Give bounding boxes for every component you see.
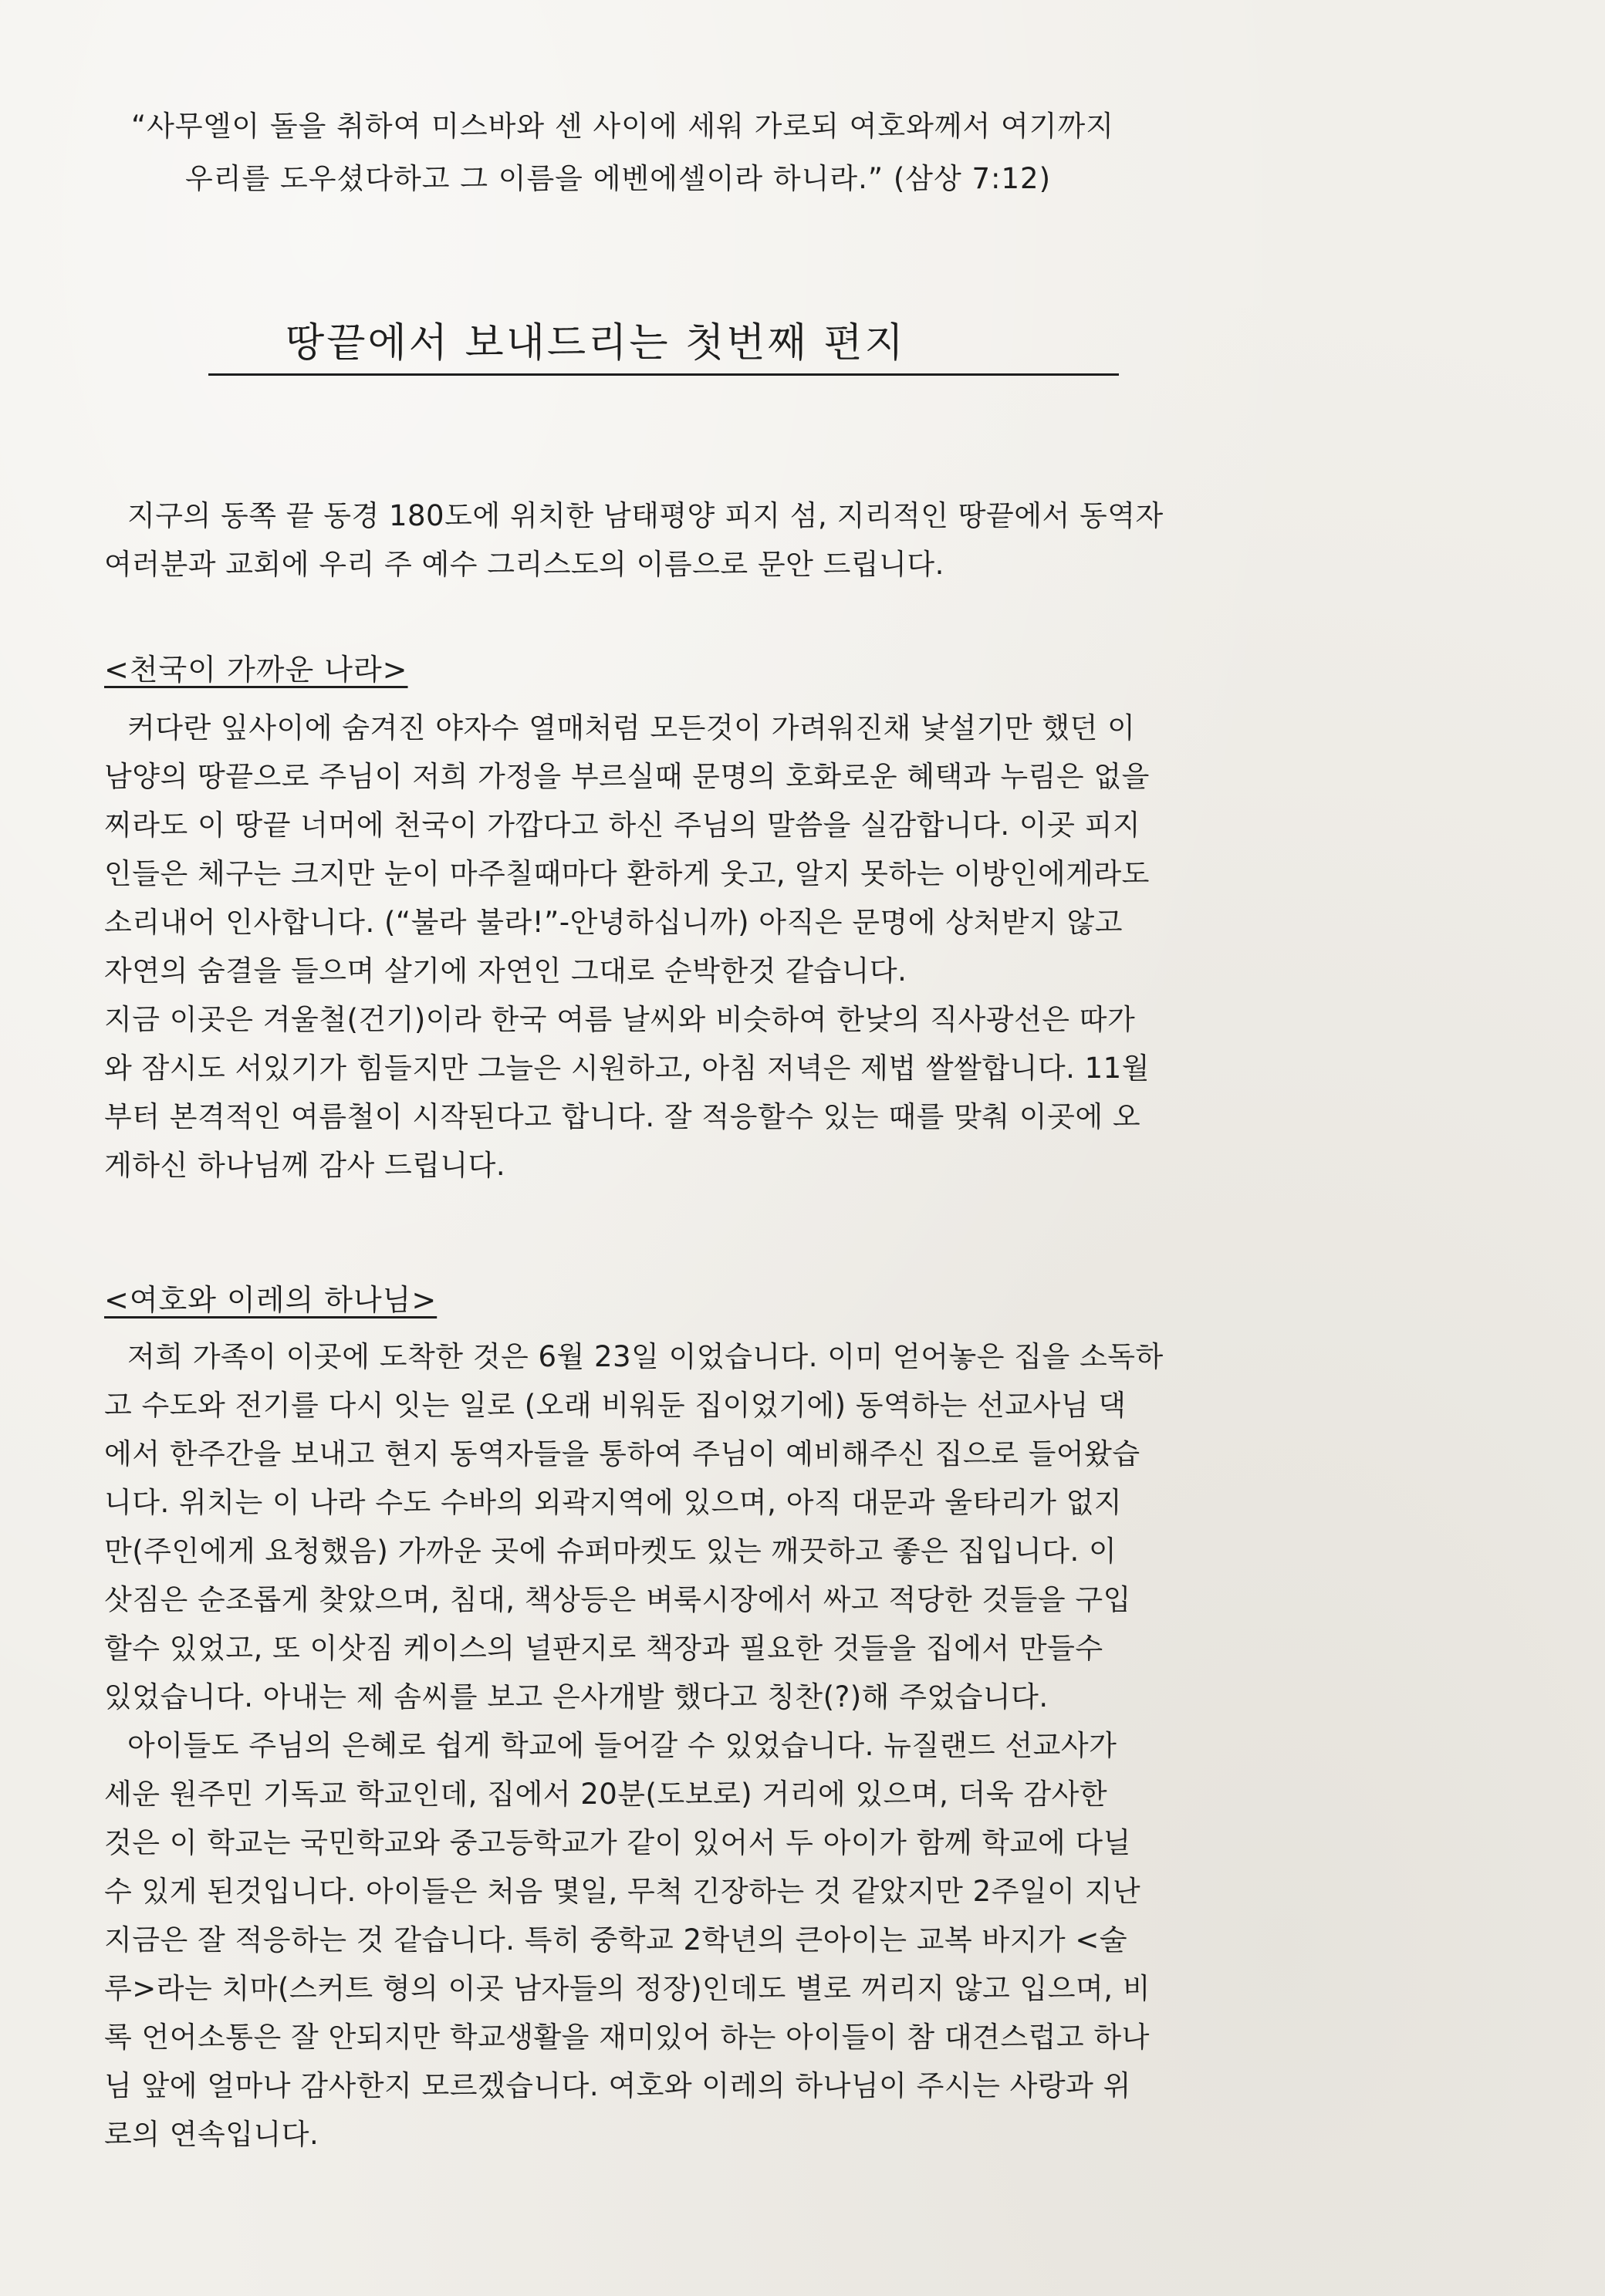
- text-line: 니다. 위치는 이 나라 수도 수바의 외곽지역에 있으며, 아직 대문과 울타리가 없지: [104, 1486, 1123, 1519]
- epigraph-quote: [131, 100, 1505, 205]
- text-line: 인들은 체구는 크지만 눈이 마주칠때마다 환하게 웃고, 알지 못하는 이방인에게라도: [104, 857, 1150, 890]
- text-line: 지구의 동쪽 끝 동경 180도에 위치한 남태평양 피지 섬, 지리적인 땅끝에서 동역자: [127, 499, 1164, 532]
- section-jehovah-jireh-body: [104, 1332, 1509, 2159]
- epigraph-line: “사무엘이 돌을 취하여 미스바와 센 사이에 세워 가로되 여호와께서 여기까지: [131, 110, 1115, 143]
- intro-paragraph: [104, 491, 1509, 589]
- epigraph-line: 우리를 도우셨다하고 그 이름을 에벤에셀이라 하니라.” (삼상 7:12): [185, 162, 1052, 195]
- text-line: 자연의 숨결을 들으며 살기에 자연인 그대로 순박한것 같습니다.: [104, 954, 907, 988]
- text-line: 지금은 잘 적응하는 것 같습니다. 특히 중학교 2학년의 큰아이는 교복 바지가 <술: [104, 1923, 1128, 1957]
- text-line: 소리내어 인사합니다. (“불라 불라!”-안녕하십니까) 아직은 문명에 상처받지 않고: [104, 906, 1123, 939]
- text-line: 찌라도 이 땅끝 너머에 천국이 가깝다고 하신 주님의 말씀을 실감합니다. 이곳 피지: [104, 809, 1141, 842]
- text-line: 삿짐은 순조롭게 찾았으며, 침대, 책상등은 벼룩시장에서 싸고 적당한 것들을 구입: [104, 1583, 1131, 1616]
- text-line: 록 언어소통은 잘 안되지만 학교생활을 재미있어 하는 아이들이 참 대견스럽고 하나: [104, 2021, 1150, 2054]
- text-line: 와 잠시도 서있기가 힘들지만 그늘은 시원하고, 아침 저녁은 제법 쌀쌀합니다. 11월: [104, 1052, 1150, 1085]
- text-line: 만(주인에게 요청했음) 가까운 곳에 슈퍼마켓도 있는 깨끗하고 좋은 집입니다. 이: [104, 1535, 1117, 1568]
- text-line: 에서 한주간을 보내고 현지 동역자들을 통하여 주님이 예비해주신 집으로 들어왔습: [104, 1437, 1140, 1470]
- text-line: 아이들도 주님의 은혜로 쉽게 학교에 들어갈 수 있었습니다. 뉴질랜드 선교사가: [127, 1729, 1117, 1762]
- letter-title: 땅끝에서 보내드리는 첫번째 편지: [208, 316, 1119, 376]
- section-kingdom-body: [104, 704, 1509, 1190]
- text-line: 할수 있었고, 또 이삿짐 케이스의 널판지로 책장과 필요한 것들을 집에서 만들수: [104, 1632, 1103, 1665]
- text-line: 부터 본격적인 여름철이 시작된다고 합니다. 잘 적응할수 있는 때를 맞춰 이곳에 오: [104, 1100, 1141, 1133]
- text-line: 수 있게 된것입니다. 아이들은 처음 몇일, 무척 긴장하는 것 같았지만 2주일이 지난: [104, 1875, 1141, 1908]
- text-line: 루>라는 치마(스커트 형의 이곳 남자들의 정장)인데도 별로 꺼리지 않고 입으며, 비: [104, 1972, 1151, 2005]
- text-line: 것은 이 학교는 국민학교와 중고등학교가 같이 있어서 두 아이가 함께 학교에 다닐: [104, 1826, 1131, 1859]
- text-line: 고 수도와 전기를 다시 잇는 일로 (오래 비워둔 집이었기에) 동역하는 선교사님 댁: [104, 1389, 1127, 1422]
- text-line: 남양의 땅끝으로 주님이 저희 가정을 부르실때 문명의 호화로운 혜택과 누림은 없을: [104, 760, 1150, 793]
- text-line: 님 앞에 얼마나 감사한지 모르겠습니다. 여호와 이레의 하나님이 주시는 사랑과 위: [104, 2069, 1131, 2102]
- text-line: 게하신 하나님께 감사 드립니다.: [104, 1149, 506, 1182]
- text-line: 있었습니다. 아내는 제 솜씨를 보고 은사개발 했다고 칭찬(?)해 주었습니다.: [104, 1680, 1049, 1714]
- text-line: 커다란 잎사이에 숨겨진 야자수 열매처럼 모든것이 가려워진채 낯설기만 했던 이: [127, 711, 1136, 745]
- text-line: 로의 연속입니다.: [104, 2118, 319, 2151]
- text-line: 세운 원주민 기독교 학교인데, 집에서 20분(도보로) 거리에 있으며, 더욱 감사한: [104, 1778, 1108, 1811]
- text-line: 지금 이곳은 겨울철(건기)이라 한국 여름 날씨와 비슷하여 한낮의 직사광선은 따가: [104, 1003, 1136, 1036]
- text-line: 저희 가족이 이곳에 도착한 것은 6월 23일 이었습니다. 이미 얻어놓은 집을 소독하: [127, 1340, 1164, 1373]
- section-heading-kingdom: <천국이 가까운 나라>: [104, 653, 408, 687]
- section-heading-jehovah-jireh: <여호와 이레의 하나님>: [104, 1283, 438, 1317]
- text-line: 여러분과 교회에 우리 주 예수 그리스도의 이름으로 문안 드립니다.: [104, 548, 944, 581]
